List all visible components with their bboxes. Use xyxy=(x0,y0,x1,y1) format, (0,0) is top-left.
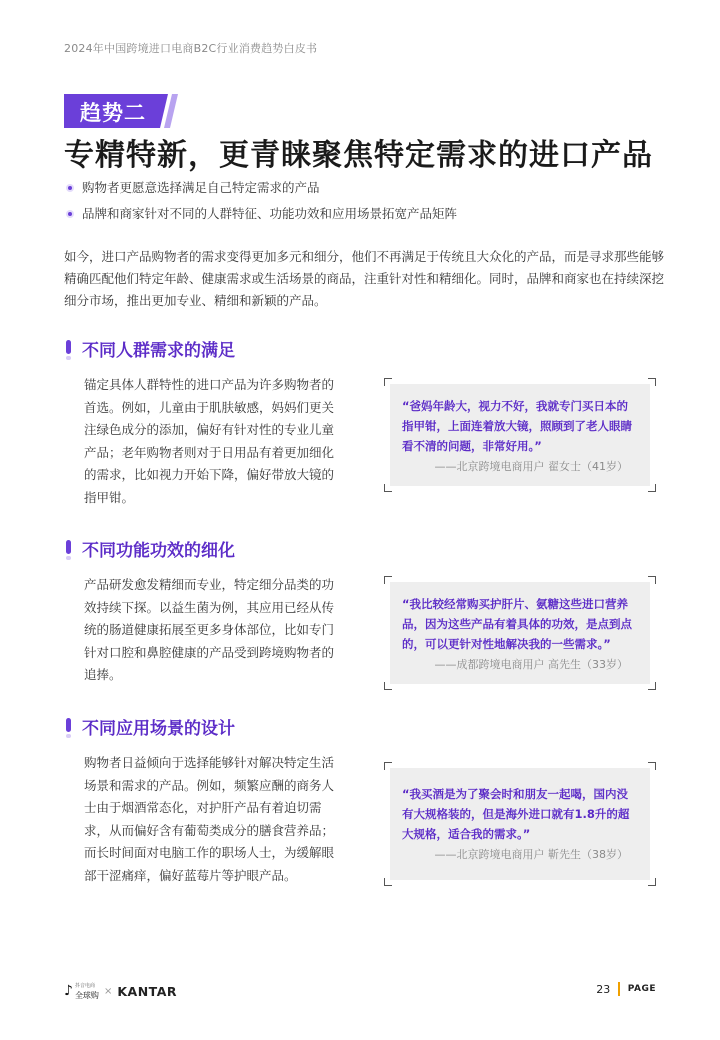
page-indicator xyxy=(596,982,656,996)
corner-bracket-icon xyxy=(648,576,656,584)
heading-marker-accent xyxy=(66,734,71,738)
quote-box-audience xyxy=(384,378,656,492)
section-heading-text: 不同应用场景的设计 xyxy=(82,719,235,739)
corner-bracket-icon xyxy=(384,878,392,886)
heading-marker-icon xyxy=(66,540,71,554)
section-heading-function xyxy=(64,540,235,562)
footer-logos xyxy=(64,982,177,1000)
corner-bracket-icon xyxy=(648,878,656,886)
section-body-audience: 锚定具体人群特性的进口产品为许多购物者的首选。例如，儿童由于肌肤敏感，妈妈们更关注绿色成分的添加，偏好有针对性的专业儿童产品；老年购物者则对于日用品有着更加细化的需求，比如视力开始下降，偏好带放大镜的指甲钳。 xyxy=(84,377,335,505)
key-point-item xyxy=(64,178,457,204)
quote-content xyxy=(390,384,650,486)
heading-marker-icon xyxy=(66,718,71,732)
document-header-title: 2024年中国跨境进口电商B2C行业消费趋势白皮书 xyxy=(64,42,318,55)
intro-paragraph: 如今，进口产品购物者的需求变得更加多元和细分，他们不再满足于传统且大众化的产品，而是寻求那些能够精确匹配他们特定年龄、健康需求或生活场景的商品，注重针对性和精细化。同时，品牌和商家也在持续深挖细分市场，推出更加专业、精细和新颖的产品。 xyxy=(64,249,665,308)
key-point-item xyxy=(64,204,457,230)
page-separator xyxy=(618,982,620,996)
bullet-dot-icon xyxy=(66,184,74,192)
key-point-text: 购物者更愿意选择满足自己特定需求的产品 xyxy=(82,180,320,195)
corner-bracket-icon xyxy=(384,484,392,492)
corner-bracket-icon xyxy=(648,484,656,492)
corner-bracket-icon xyxy=(384,378,392,386)
trend-badge-label: 趋势二 xyxy=(80,101,146,125)
tiktok-logo-text: 全球购 xyxy=(74,991,99,1000)
section-body-function: 产品研发愈发精细而专业，特定细分品类的功效持续下探。以益生菌为例，其应用已经从传统的肠道健康拓展至更多身体部位，比如专门针对口腔和鼻腔健康的产品受到跨境购物者的追捧。 xyxy=(84,577,335,682)
quote-box-scenario xyxy=(384,762,656,886)
kantar-logo: KANTAR xyxy=(117,983,178,999)
corner-bracket-icon xyxy=(648,378,656,386)
page-title: 专精特新，更青睐聚焦特定需求的进口产品 xyxy=(64,138,653,173)
page-number: 23 xyxy=(596,982,611,996)
page-label: PAGE xyxy=(627,984,656,994)
corner-bracket-icon xyxy=(384,762,392,770)
heading-marker-icon xyxy=(66,340,71,354)
heading-marker-accent xyxy=(66,356,71,360)
quote-text: “我买酒是为了聚会时和朋友一起喝，国内没有大规格装的，但是海外进口就有1.8升的超大规格，适合我的需求。” xyxy=(402,787,630,841)
corner-bracket-icon xyxy=(384,576,392,584)
logo-separator: × xyxy=(103,985,113,997)
heading-marker-accent xyxy=(66,556,71,560)
quote-attribution: ——成都跨境电商用户 高先生（33岁） xyxy=(434,658,628,671)
section-heading-scenario xyxy=(64,718,235,740)
section-body-scenario: 购物者日益倾向于选择能够针对解决特定生活场景和需求的产品。例如，频繁应酬的商务人士由于烟酒常态化，对护肝产品有着迫切需求，从而偏好含有葡萄类成分的膳食营养品；而长时间面对电脑工作的职场人士，为缓解眼部干涩痛痒，偏好蓝莓片等护眼产品。 xyxy=(84,755,335,883)
quote-attribution: ——北京跨境电商用户 翟女士（41岁） xyxy=(434,460,628,473)
corner-bracket-icon xyxy=(648,762,656,770)
key-point-text: 品牌和商家针对不同的人群特征、功能功效和应用场景拓宽产品矩阵 xyxy=(82,206,458,221)
quote-text: “我比较经常购买护肝片、氨糖这些进口营养品，因为这些产品有着具体的功效，是点到点的，可以更针对性地解决我的一些需求。” xyxy=(402,597,632,651)
trend-badge xyxy=(64,94,182,128)
tiktok-global-logo xyxy=(75,982,99,1000)
section-heading-text: 不同人群需求的满足 xyxy=(82,341,235,361)
section-heading-audience xyxy=(64,340,235,362)
key-points-list xyxy=(64,178,457,230)
quote-attribution: ——北京跨境电商用户 靳先生（38岁） xyxy=(434,848,628,861)
quote-box-function xyxy=(384,576,656,690)
tiktok-note-icon: ♪ xyxy=(64,983,73,999)
quote-content xyxy=(390,768,650,880)
corner-bracket-icon xyxy=(648,682,656,690)
quote-content xyxy=(390,582,650,684)
quote-text: “爸妈年龄大，视力不好，我就专门买日本的指甲钳，上面连着放大镜，照顾到了老人眼睛看不清的问题，非常好用。” xyxy=(402,399,632,453)
corner-bracket-icon xyxy=(384,682,392,690)
bullet-dot-icon xyxy=(66,210,74,218)
tiktok-logo-subtext: 抖音电商 xyxy=(74,983,95,989)
section-heading-text: 不同功能功效的细化 xyxy=(82,541,235,561)
